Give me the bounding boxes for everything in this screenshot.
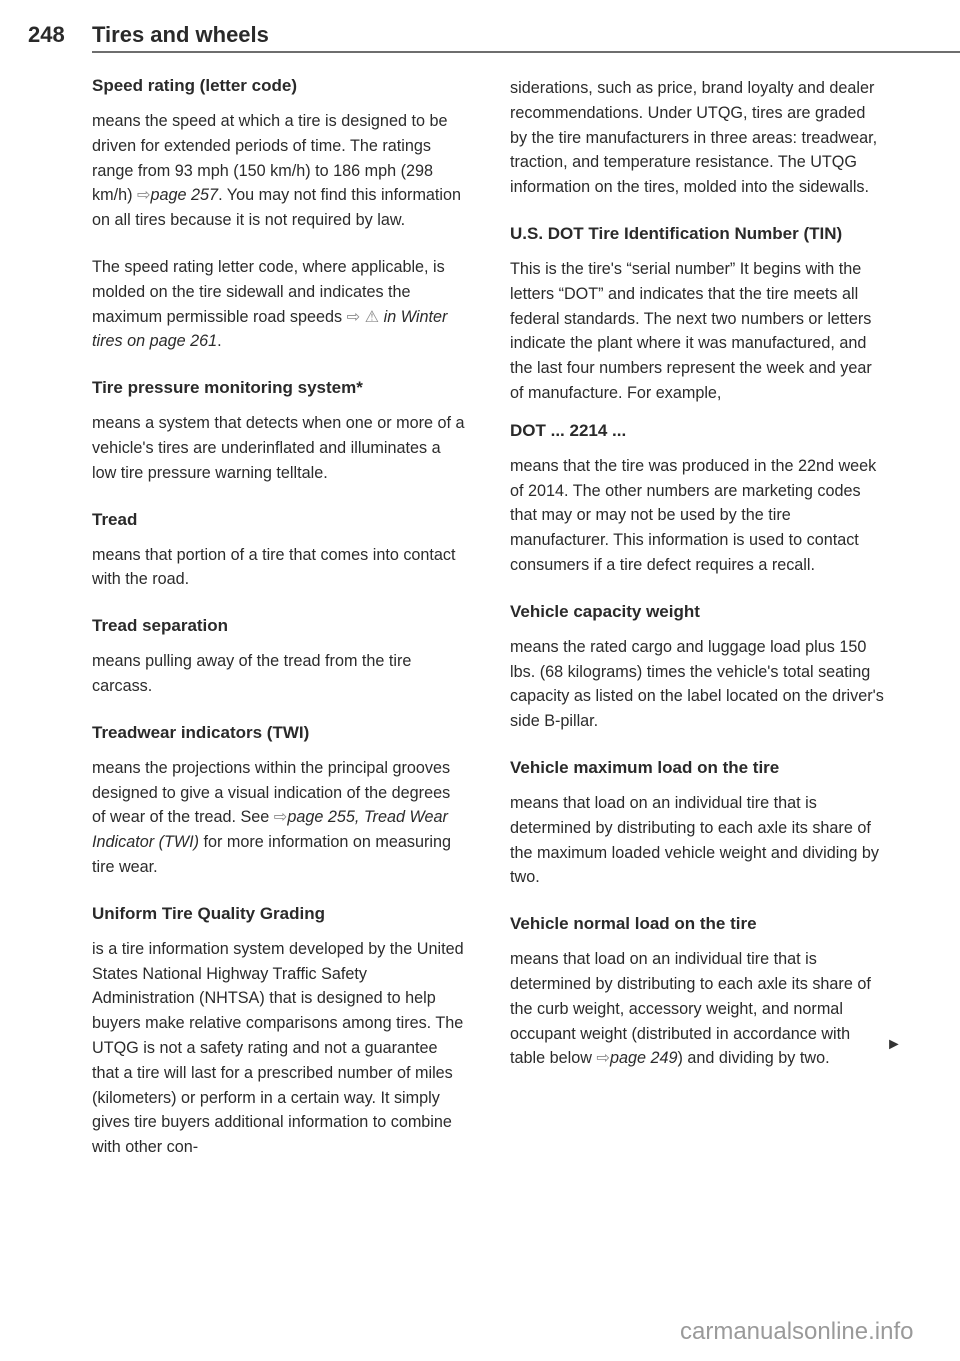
paragraph [92, 255, 468, 354]
paragraph [92, 756, 468, 880]
chapter-title: Tires and wheels [92, 22, 269, 47]
paragraph [92, 411, 468, 485]
paragraph [510, 791, 886, 890]
paragraph [92, 543, 468, 593]
paragraph [510, 635, 886, 734]
text-segment: means that load on an individual tire that is determined by distributing to each axle its share of the curb weight, accessory weight, and normal occupant weight (distributed in accordance with table below [510, 950, 871, 1068]
text-segment: for more information on measuring tire wear. [92, 833, 451, 876]
section-heading: Uniform Tire Quality Grading [92, 903, 325, 923]
paragraph [510, 257, 886, 406]
section-heading: DOT ... 2214 ... [510, 420, 627, 440]
page-reference-link[interactable]: page 257 [150, 186, 219, 205]
page-reference-link[interactable]: page 249 [609, 1049, 678, 1068]
text-segment: means that load on an individual tire that is determined by distributing to each axle its share of the maximum loaded vehicle weight and dividing by two. [510, 793, 879, 887]
text-segment: means the speed at which a tire is designed to be driven for extended periods of time. The ratings range from 93 mph (150 km/h) to 186 mph (298 km/h) [92, 112, 448, 205]
header-rule [92, 51, 960, 53]
text-segment: This is the tire's “serial number” It begins with the letters “DOT” and indicates that the tire meets all federal standards. The next two numbers or letters indicate the plant where it was manufactured, and the last four numbers represent the week and year of manufacture. For example, [510, 259, 872, 402]
section-heading: Vehicle capacity weight [510, 601, 700, 621]
paragraph [92, 109, 468, 233]
section-heading: Tire pressure monitoring system* [92, 378, 363, 398]
continued-arrow-icon: ► [886, 1036, 902, 1053]
paragraph [92, 649, 468, 699]
text-segment: . [217, 332, 222, 351]
page-reference-link[interactable]: page 255, Tread Wear Indicator (TWI) [92, 808, 448, 852]
section-heading: Vehicle maximum load on the tire [510, 757, 780, 777]
section-heading: U.S. DOT Tire Identification Number (TIN) [510, 223, 843, 243]
left-column [92, 74, 468, 1182]
section-heading: Tread [92, 509, 138, 529]
watermark: carmanualsonline.info [680, 1318, 914, 1345]
section-heading: Speed rating (letter code) [92, 76, 297, 95]
paragraph [510, 454, 886, 578]
right-column [510, 76, 886, 1093]
text-segment: The speed rating letter code, where applicable, is molded on the tire sidewall and indicates the maximum permissible road speeds [92, 257, 445, 326]
section-heading: Treadwear indicators (TWI) [92, 722, 310, 742]
text-segment: means that the tire was produced in the 22nd week of 2014. The other numbers are marketing codes that may or may not be used by the tire manufacturer. This information is used to contact consumers if a tire defect requires a recall. [510, 456, 877, 574]
page-reference-arrow-icon[interactable]: ⇨ [136, 186, 151, 205]
text-segment: means the projections within the principal grooves designed to give a visual indication of the degrees of wear of the tread. See [92, 758, 451, 827]
page-reference-link[interactable]: in Winter tires on page 261 [92, 307, 448, 351]
paragraph [92, 937, 468, 1160]
text-segment: siderations, such as price, brand loyalty and dealer recommendations. Under UTQG, tires are graded by the tire manufacturers in three areas: treadwear, traction, and temperature resistance. The UTQG information on the tires, molded into the sidewalls. [510, 79, 878, 197]
text-segment: is a tire information system developed by the United States National Highway Traffic Safety Administration (NHTSA) that is designed to help buyers make relative comparisons among tires. The UTQG is not a safety rating and not a guarantee that a tire will last for a prescribed number of miles (kilometers) or perform in a certain way. It simply gives tire buyers additional information to combine with other con- [92, 939, 464, 1157]
page-reference-arrow-icon[interactable]: ⇨ [273, 808, 288, 827]
section-heading: Tread separation [92, 616, 229, 636]
page-number: 248 [28, 22, 65, 47]
text-segment: ) and dividing by two. [677, 1049, 830, 1068]
paragraph [510, 947, 886, 1071]
text-segment: means pulling away of the tread from the tire carcass. [92, 652, 412, 695]
text-segment: means a system that detects when one or more of a vehicle's tires are underinflated and illuminates a low tire pressure warning telltale. [92, 414, 465, 482]
text-segment: . You may not find this information on all tires because it is not required by law. [92, 186, 462, 230]
page-reference-arrow-icon[interactable]: ⇨ [596, 1049, 610, 1068]
page-reference-arrow-icon[interactable]: ⇨ ⚠ [346, 307, 380, 326]
paragraph [510, 76, 886, 200]
text-segment: means that portion of a tire that comes into contact with the road. [92, 545, 456, 589]
text-segment: means the rated cargo and luggage load plus 150 lbs. (68 kilograms) times the vehicle's total seating capacity as listed on the label located on the driver's side B-pillar. [510, 637, 884, 731]
section-heading: Vehicle normal load on the tire [510, 914, 757, 934]
